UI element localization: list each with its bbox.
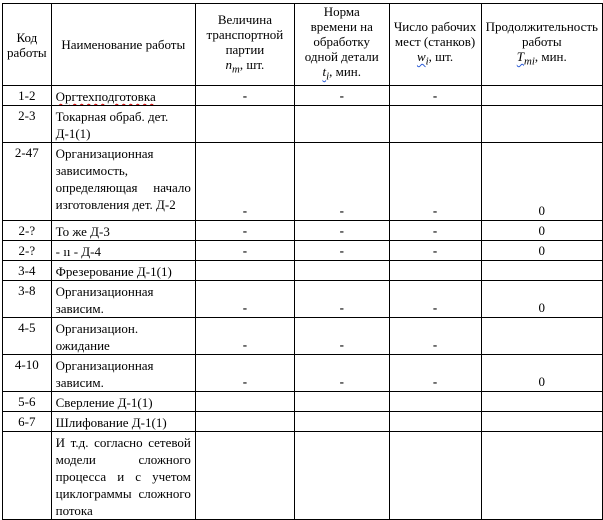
row-name: И т.д. согласно сетевой модели сложного процесса и с учетом циклограммы сложного потока [51, 432, 195, 520]
header-batch-unit: , шт. [239, 56, 265, 72]
row-code [3, 432, 52, 520]
row-code: 5-6 [3, 392, 52, 412]
row-duration: 0 [481, 355, 602, 392]
row-name: - ıı - Д-4 [51, 241, 195, 261]
table-row [3, 86, 603, 106]
row-places [389, 392, 481, 412]
header-time [294, 4, 389, 86]
table-row [3, 432, 603, 520]
row-batch: - [195, 86, 294, 106]
row-batch: - [195, 355, 294, 392]
row-code: 2-? [3, 241, 52, 261]
row-places [389, 106, 481, 143]
header-duration [481, 4, 602, 86]
header-batch-symbol: n [225, 56, 233, 72]
table-row [3, 355, 603, 392]
row-name: Организационная зависимость, определяющая начало изготовления дет. Д-2 [51, 143, 195, 221]
header-time-unit: , мин. [329, 64, 361, 80]
row-code: 1-2 [3, 86, 52, 106]
row-duration: 0 [481, 221, 602, 241]
row-batch [195, 412, 294, 432]
row-batch: - [195, 281, 294, 318]
header-batch-sub: m [232, 63, 240, 76]
row-duration: 0 [481, 281, 602, 318]
row-duration [481, 106, 602, 143]
row-places: - [389, 318, 481, 355]
row-places: - [389, 86, 481, 106]
row-batch: - [195, 241, 294, 261]
table-row [3, 412, 603, 432]
row-name: Организацион. ожидание [51, 318, 195, 355]
row-places: - [389, 221, 481, 241]
row-code: 4-10 [3, 355, 52, 392]
row-time: - [294, 355, 389, 392]
table-row [3, 318, 603, 355]
row-duration [481, 392, 602, 412]
row-time: - [294, 221, 389, 241]
row-duration [481, 86, 602, 106]
row-time: - [294, 143, 389, 221]
header-batch [195, 4, 294, 86]
table-row [3, 281, 603, 318]
row-places [389, 261, 481, 281]
row-places: - [389, 355, 481, 392]
row-name: Сверление Д-1(1) [51, 392, 195, 412]
row-code: 2-3 [3, 106, 52, 143]
row-time [294, 106, 389, 143]
header-places-sub: i [425, 55, 429, 68]
row-duration [481, 318, 602, 355]
row-batch: - [195, 221, 294, 241]
header-places [389, 4, 481, 86]
row-time: - [294, 241, 389, 261]
row-name: Организационная зависим. [51, 281, 195, 318]
header-code: Код работы [3, 4, 52, 86]
row-time [294, 432, 389, 520]
row-duration [481, 432, 602, 520]
row-code: 3-8 [3, 281, 52, 318]
row-batch [195, 106, 294, 143]
table-row [3, 106, 603, 143]
row-batch [195, 261, 294, 281]
header-duration-symbol: T [516, 49, 525, 65]
header-duration-sub: mi [524, 55, 535, 68]
row-time: - [294, 318, 389, 355]
table-row [3, 392, 603, 412]
row-name [51, 86, 195, 106]
header-row [3, 4, 603, 86]
row-code: 2-? [3, 221, 52, 241]
row-places: - [389, 143, 481, 221]
row-name: Шлифование Д-1(1) [51, 412, 195, 432]
table-row [3, 221, 603, 241]
row-code: 4-5 [3, 318, 52, 355]
row-code: 3-4 [3, 261, 52, 281]
header-time-label: Норма времени на обработку одной детали [304, 4, 379, 65]
header-places-unit: , шт. [428, 49, 454, 65]
row-name: Токарная обраб. дет. Д-1(1) [51, 106, 195, 143]
header-name: Наименование работы [51, 4, 195, 86]
row-places [389, 412, 481, 432]
header-batch-label: Величина транспортной партии [206, 11, 284, 57]
row-duration [481, 412, 602, 432]
row-name: Организационная зависим. [51, 355, 195, 392]
row-time: - [294, 86, 389, 106]
row-name: Фрезерование Д-1(1) [51, 261, 195, 281]
row-batch [195, 392, 294, 412]
header-places-symbol: w [416, 49, 426, 65]
row-batch: - [195, 143, 294, 221]
row-batch: - [195, 318, 294, 355]
row-code: 2-47 [3, 143, 52, 221]
header-time-sub: i [326, 70, 330, 83]
header-time-symbol: t [322, 64, 327, 80]
row-duration [481, 261, 602, 281]
row-name-text: Оргтехподготовка [55, 89, 156, 104]
work-parameters-table [2, 3, 603, 520]
table-row [3, 143, 603, 221]
row-time [294, 392, 389, 412]
header-duration-unit: , мин. [534, 49, 567, 65]
row-name: То же Д-3 [51, 221, 195, 241]
header-places-label: Число рабочих мест (станков) [393, 19, 477, 50]
row-time: - [294, 281, 389, 318]
row-places: - [389, 241, 481, 261]
row-places: - [389, 281, 481, 318]
row-time [294, 412, 389, 432]
table-row [3, 261, 603, 281]
header-duration-label: Продолжительность работы [485, 19, 598, 50]
row-duration: 0 [481, 241, 602, 261]
row-batch [195, 432, 294, 520]
row-duration: 0 [481, 143, 602, 221]
row-code: 6-7 [3, 412, 52, 432]
row-places [389, 432, 481, 520]
table-row [3, 241, 603, 261]
row-time [294, 261, 389, 281]
